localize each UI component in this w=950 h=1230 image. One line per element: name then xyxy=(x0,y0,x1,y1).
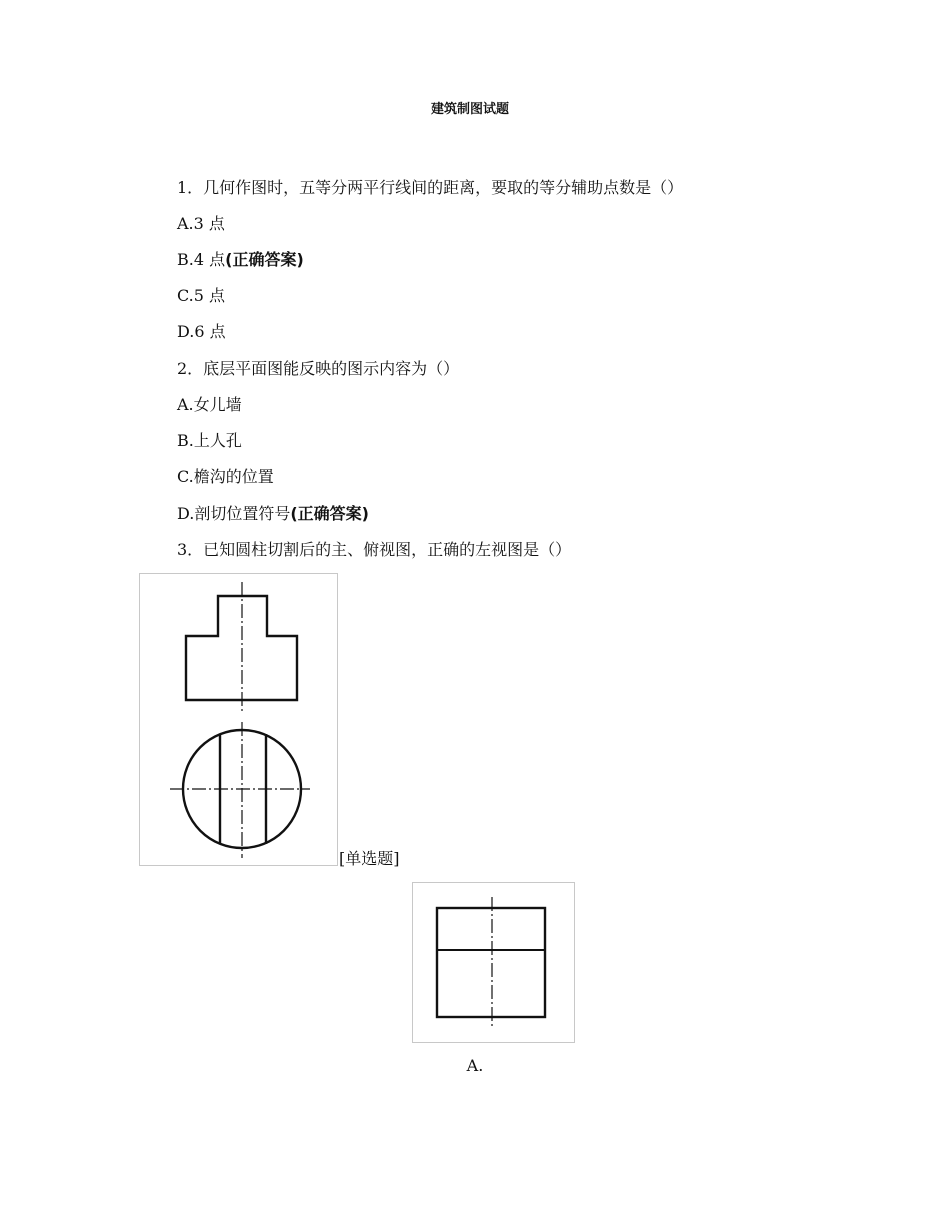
question-3-option-a-label: A. xyxy=(466,1056,484,1075)
question-1-option-b xyxy=(177,248,304,272)
page-title: 建筑制图试题 xyxy=(430,102,509,117)
cylinder-views-drawing xyxy=(140,574,337,865)
question-2-option-d xyxy=(177,502,369,526)
left-view-option-a-drawing xyxy=(413,883,574,1042)
question-1-stem: 1．几何作图时，五等分两平行线间的距离，要取的等分辅助点数是（） xyxy=(177,178,684,197)
question-2-option-a xyxy=(177,393,242,417)
option-text: D.剖切位置符号 xyxy=(177,504,291,523)
option-text: B.上人孔 xyxy=(177,431,242,450)
question-2-option-b xyxy=(177,429,242,453)
option-text: B.4 点 xyxy=(177,250,226,269)
question-3-figure xyxy=(139,573,338,866)
correct-answer-tag: (正确答案) xyxy=(225,250,304,269)
question-type-tag: [单选题] xyxy=(339,849,400,868)
option-text: A.女儿墙 xyxy=(177,395,242,414)
option-text: C.檐沟的位置 xyxy=(177,467,274,486)
option-text: D.6 点 xyxy=(177,322,226,341)
question-2-option-c xyxy=(177,465,274,489)
option-text: A.3 点 xyxy=(177,214,225,233)
question-3-option-a-figure xyxy=(412,882,575,1043)
option-text: C.5 点 xyxy=(177,286,226,305)
question-3-stem: 3．已知圆柱切割后的主、俯视图，正确的左视图是（） xyxy=(177,540,572,559)
question-1-option-d xyxy=(177,320,226,344)
question-2-stem: 2．底层平面图能反映的图示内容为（） xyxy=(177,359,460,378)
question-1-option-c xyxy=(177,284,225,308)
option-a-outline xyxy=(437,908,545,1017)
correct-answer-tag: (正确答案) xyxy=(290,504,369,523)
question-1-option-a xyxy=(177,212,225,236)
